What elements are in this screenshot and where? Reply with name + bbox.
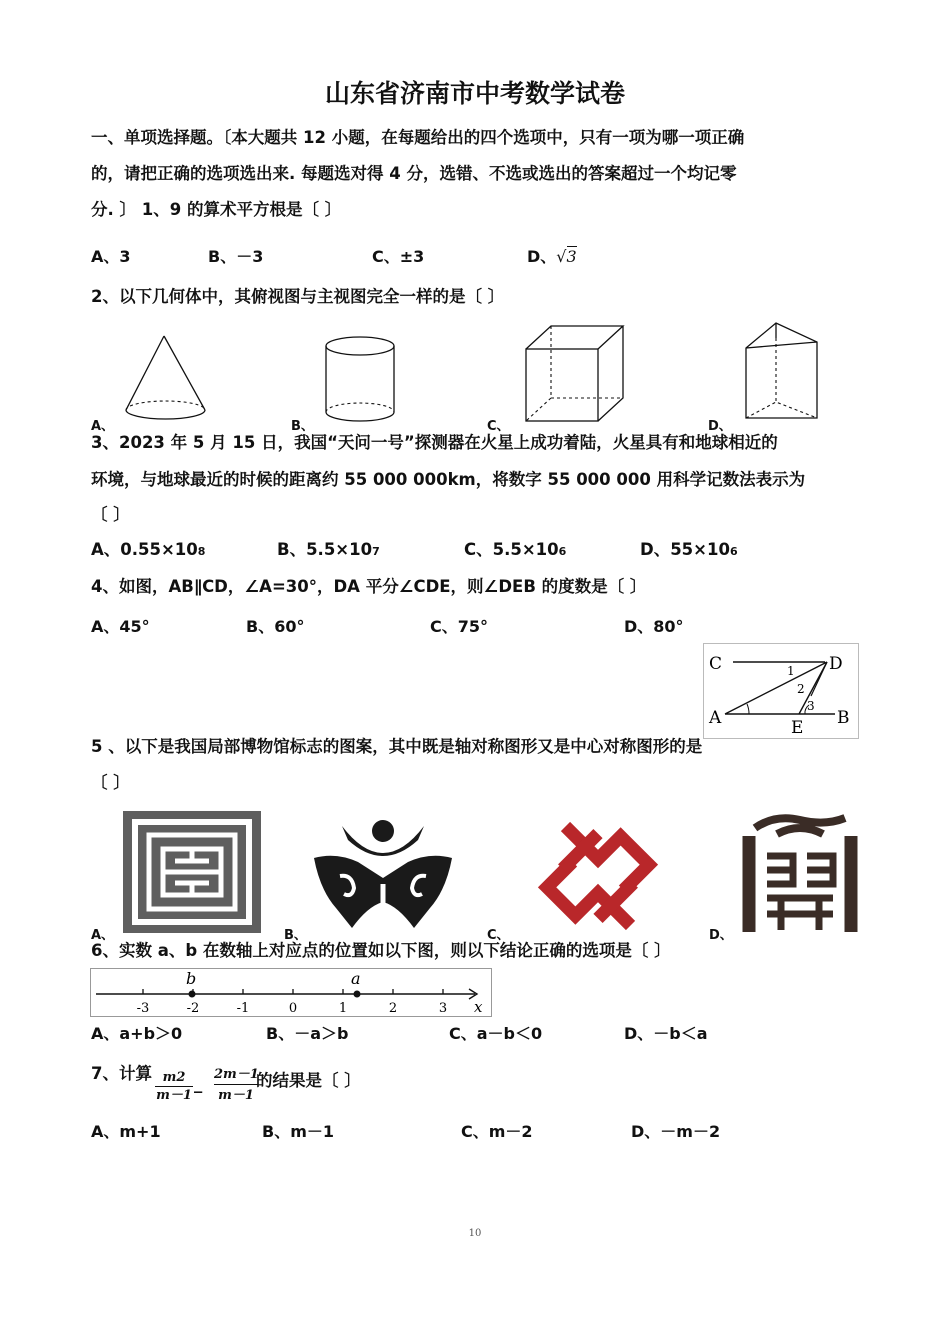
fraction-2 bbox=[214, 1066, 258, 1107]
q1-option-d-label: D、 bbox=[527, 247, 557, 266]
angle-label-2: 2 bbox=[797, 682, 805, 696]
number-line-tick-label: -1 bbox=[236, 1001, 250, 1016]
q3-option-a-exp: 8 bbox=[197, 545, 206, 558]
question-7-prefix: 7、计算 bbox=[91, 1064, 152, 1083]
sqrt-icon: √ bbox=[556, 247, 567, 266]
q3-option-b-exp: 7 bbox=[372, 545, 380, 558]
angle-label-1: 1 bbox=[787, 664, 795, 678]
number-line-tick-label: 3 bbox=[438, 1001, 448, 1016]
q6-option-b[interactable]: B、－a＞b bbox=[266, 1024, 349, 1043]
fraction-1-numerator: m2 bbox=[155, 1070, 193, 1087]
page-number: 10 bbox=[468, 1228, 482, 1239]
cube-icon bbox=[520, 322, 632, 426]
figure-label-a: A bbox=[709, 708, 722, 728]
q3-option-d-base: D、55×10 bbox=[640, 540, 730, 559]
q6-option-c[interactable]: C、a－b＜0 bbox=[449, 1024, 543, 1043]
number-line-ticks bbox=[137, 989, 447, 1016]
q4-option-b[interactable]: B、60° bbox=[246, 617, 305, 636]
triangular-prism-icon bbox=[742, 318, 824, 426]
figure-label-c: C bbox=[709, 654, 723, 674]
q3-option-c-base: C、5.5×10 bbox=[464, 540, 559, 559]
question-3-line-2: 环境，与地球最近的时候的距离约 55 000 000km，将数字 55 000 000 用科学记数法表示为 bbox=[91, 470, 806, 489]
cone-icon bbox=[118, 334, 218, 426]
section-instruction-line-1: 一、单项选择题。〔本大题共 12 小题，在每题给出的四个选项中，只有一项为哪一项正确 bbox=[91, 128, 745, 147]
q6-option-a[interactable]: A、a+b＞0 bbox=[91, 1024, 183, 1043]
q7-option-b[interactable]: B、m－1 bbox=[262, 1122, 335, 1141]
question-7-suffix: 的结果是〔 〕 bbox=[256, 1071, 361, 1090]
question-3-line-3: 〔 〕 bbox=[91, 505, 130, 524]
q1-option-b[interactable]: B、－3 bbox=[208, 247, 264, 266]
q5-option-b[interactable]: B、 bbox=[284, 928, 307, 943]
q2-option-b[interactable]: B、 bbox=[291, 419, 314, 434]
q4-geometry-figure bbox=[703, 643, 859, 739]
q4-option-c[interactable]: C、75° bbox=[430, 617, 489, 636]
q1-option-c[interactable]: C、±3 bbox=[372, 247, 425, 266]
q3-option-a[interactable] bbox=[91, 540, 205, 562]
question-4-stem: 4、如图，AB∥CD，∠A=30°，DA 平分∠CDE，则∠DEB 的度数是〔 〕 bbox=[91, 577, 647, 596]
q2-option-a[interactable]: A、 bbox=[91, 419, 115, 434]
maze-logo-icon bbox=[123, 811, 261, 933]
q1-option-a[interactable]: A、3 bbox=[91, 247, 131, 266]
number-line-tick-label: 1 bbox=[338, 1001, 348, 1016]
knot-logo-icon bbox=[516, 818, 680, 933]
q7-option-c[interactable]: C、m－2 bbox=[461, 1122, 533, 1141]
question-2-stem: 2、以下几何体中，其俯视图与主视图完全一样的是〔 〕 bbox=[91, 287, 505, 306]
number-line-tick-label: -2 bbox=[186, 1001, 200, 1016]
q3-option-d-exp: 6 bbox=[729, 545, 738, 558]
angle-label-3: 3 bbox=[807, 699, 815, 713]
question-5-paren: 〔 〕 bbox=[91, 773, 130, 792]
number-line-tick-label: 0 bbox=[288, 1001, 298, 1016]
q3-option-d[interactable] bbox=[640, 540, 738, 562]
number-line-tick-label: -3 bbox=[136, 1001, 150, 1016]
question-3-line-1: 3、2023 年 5 月 15 日，我国“天问一号”探测器在火星上成功着陆，火星具有和地球相近的 bbox=[91, 433, 778, 452]
minus-sign: _ bbox=[194, 1074, 203, 1093]
q3-option-c[interactable] bbox=[464, 540, 566, 562]
number-line bbox=[90, 968, 492, 1018]
point-b-label: b bbox=[186, 969, 197, 988]
figure-label-e: E bbox=[791, 718, 804, 738]
fraction-2-numerator: 2m－1 bbox=[214, 1066, 258, 1085]
point-b bbox=[189, 991, 196, 998]
q4-option-a[interactable]: A、45° bbox=[91, 617, 150, 636]
figure-label-d: D bbox=[829, 654, 843, 674]
point-a-label: a bbox=[351, 969, 361, 988]
q5-option-c[interactable]: C、 bbox=[487, 928, 510, 943]
question-5-stem: 5 、以下是我国局部博物馆标志的图案，其中既是轴对称图形又是中心对称图形的是 bbox=[91, 737, 703, 756]
fraction-2-denominator: m－1 bbox=[218, 1088, 254, 1103]
q3-option-a-base: A、0.55×10 bbox=[91, 540, 198, 559]
q2-option-d[interactable]: D、 bbox=[708, 419, 732, 434]
q6-option-d[interactable]: D、－b＜a bbox=[624, 1024, 708, 1043]
fraction-1 bbox=[155, 1070, 193, 1105]
question-1-stem: 分. 〕 1、9 的算术平方根是〔 〕 bbox=[91, 200, 342, 219]
q7-option-a[interactable]: A、m+1 bbox=[91, 1122, 161, 1141]
fraction-1-denominator: m－1 bbox=[156, 1088, 192, 1103]
q5-option-d[interactable]: D、 bbox=[709, 928, 733, 943]
cylinder-icon bbox=[320, 334, 410, 426]
q4-option-d[interactable]: D、80° bbox=[624, 617, 684, 636]
q3-option-b-base: B、5.5×10 bbox=[277, 540, 373, 559]
shield-logo-icon bbox=[314, 818, 452, 933]
q3-option-b[interactable] bbox=[277, 540, 380, 562]
section-instruction-line-2: 的，请把正确的选项选出来. 每题选对得 4 分，选错、不选或选出的答案超过一个均记零 bbox=[91, 164, 737, 183]
q3-option-c-exp: 6 bbox=[558, 545, 567, 558]
question-6-stem: 6、实数 a、b 在数轴上对应点的位置如以下图，则以下结论正确的选项是〔 〕 bbox=[91, 941, 671, 960]
point-a bbox=[354, 991, 361, 998]
page-title: 山东省济南市中考数学试卷 bbox=[324, 79, 625, 108]
axis-x-label: x bbox=[474, 998, 483, 1016]
q2-option-c[interactable]: C、 bbox=[487, 419, 510, 434]
q1-option-d[interactable] bbox=[527, 244, 577, 267]
number-line-tick-label: 2 bbox=[388, 1001, 398, 1016]
calligraphy-logo-icon bbox=[745, 814, 855, 934]
q5-option-a[interactable]: A、 bbox=[91, 928, 115, 943]
q1-option-d-radicand: 3 bbox=[566, 247, 577, 266]
q7-option-d[interactable]: D、－m－2 bbox=[631, 1122, 721, 1141]
figure-label-b: B bbox=[837, 708, 850, 728]
